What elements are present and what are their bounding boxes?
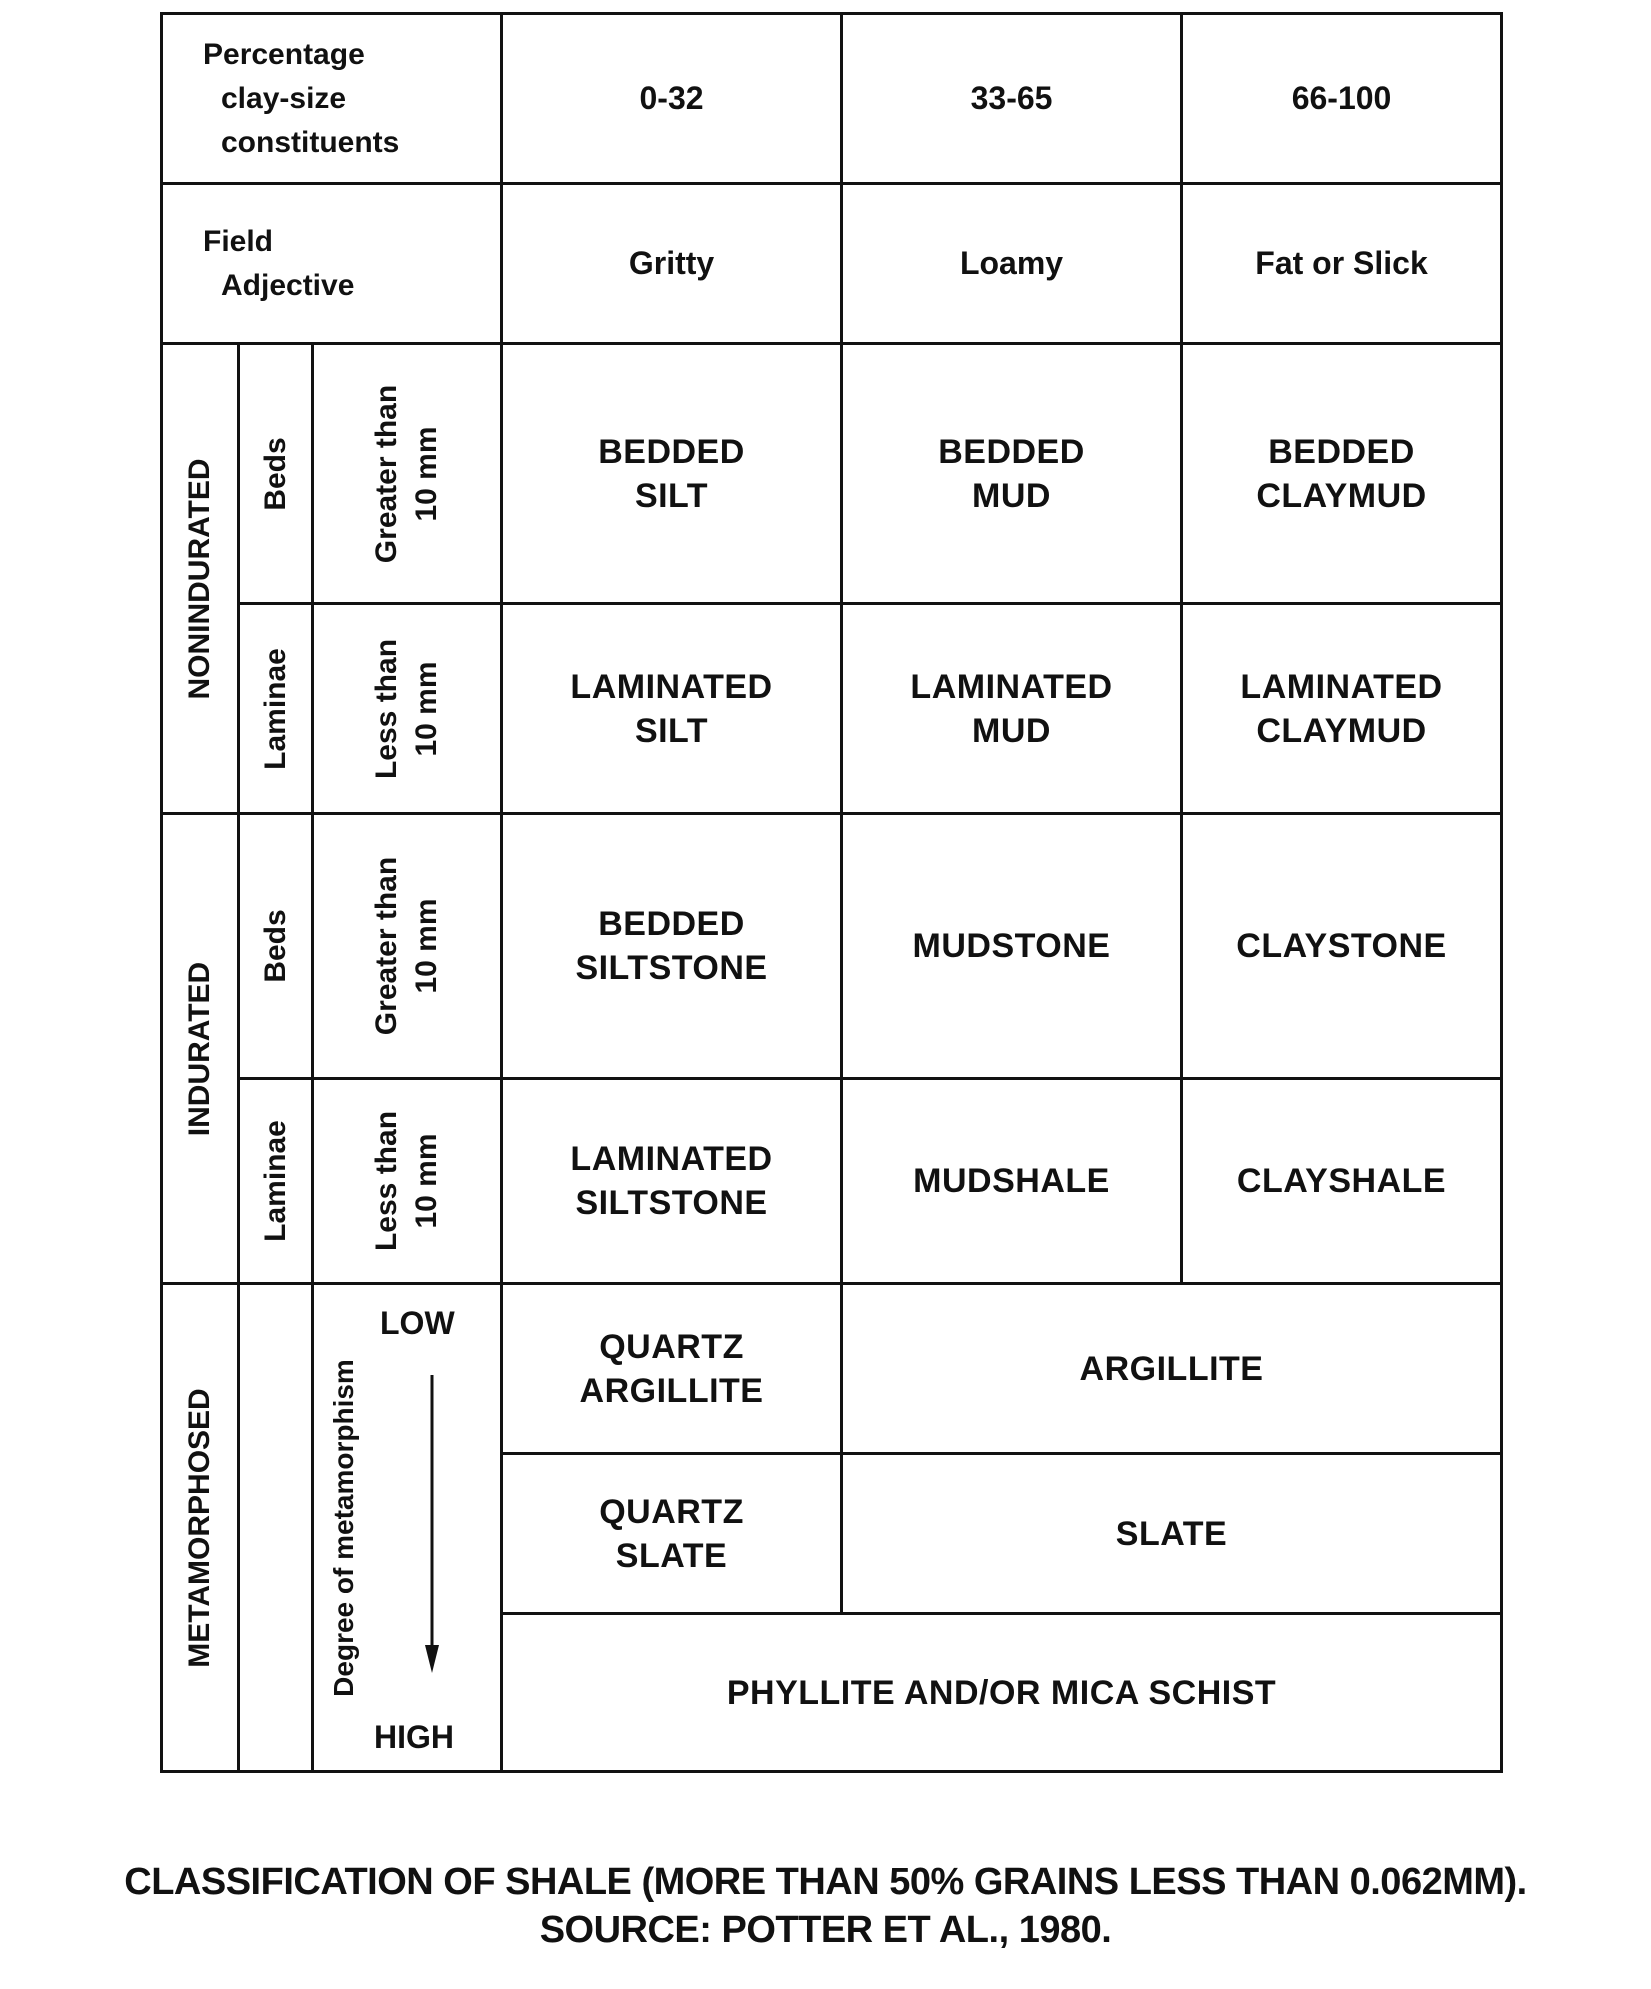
cell-text: SLATE (615, 1536, 728, 1575)
cell-phyllite-mica-schist (502, 1614, 1502, 1772)
cell-text: ARGILLITE (1079, 1349, 1264, 1388)
field-label-line-2: Adjective (221, 268, 355, 302)
group-nonindurated (162, 344, 239, 814)
down-arrow-icon (422, 1375, 442, 1675)
cell-text: SILTSTONE (575, 1184, 768, 1222)
thickness-less-line-1: Less than (370, 638, 403, 779)
layer-laminae-indurated (239, 1079, 313, 1284)
figure-caption (0, 1858, 1651, 1954)
cell-bedded-claymud (1182, 344, 1502, 604)
cell-text: BEDDED (938, 432, 1085, 471)
percentage-label-line-2: clay-size (221, 81, 347, 115)
header-row-field-adjective (162, 184, 1502, 344)
caption-source: SOURCE: POTTER ET AL., 1980. (539, 1909, 1112, 1951)
cell-text: PHYLLITE AND/OR MICA SCHIST (726, 1673, 1277, 1712)
cell-text: ARGILLITE (579, 1371, 764, 1410)
degree-of-metamorphism-label: Degree of metamorphism (328, 1358, 359, 1697)
cell-text: MUD (972, 476, 1051, 515)
caption-title: CLASSIFICATION OF SHALE (MORE THAN 50% GRAINS LESS THAN 0.062MM). (124, 1861, 1527, 1903)
group-nonindurated-label: NONINDURATED (183, 457, 216, 700)
cell-bedded-silt (502, 344, 842, 604)
field-adjective-gritty: Gritty (502, 184, 842, 344)
group-metamorphosed (162, 1284, 239, 1772)
cell-mudstone (842, 814, 1182, 1079)
row-metamorphosed-low (162, 1284, 1502, 1454)
thickness-less-indurated (313, 1079, 502, 1284)
cell-text: MUD (972, 711, 1051, 750)
range-0-32: 0-32 (502, 14, 842, 184)
thickness-greater-line-1: Greater than (370, 856, 403, 1036)
cell-claystone (1182, 814, 1502, 1079)
cell-text: CLAYMUD (1256, 476, 1427, 515)
classification-table-container (160, 12, 1500, 1770)
degree-of-metamorphism-scale (313, 1284, 502, 1772)
thickness-less-line-2: 10 mm (410, 1133, 443, 1229)
cell-text: MUDSHALE (913, 1162, 1110, 1200)
thickness-greater-nonindurated (313, 344, 502, 604)
cell-text: BEDDED (598, 432, 745, 471)
cell-text: SILTSTONE (575, 949, 768, 987)
percentage-label-line-3: constituents (221, 125, 400, 159)
thickness-greater-line-2: 10 mm (410, 425, 443, 522)
cell-text: LAMINATED (570, 667, 773, 706)
thickness-less-line-2: 10 mm (410, 660, 443, 757)
cell-text: LAMINATED (1240, 667, 1443, 706)
thickness-less-line-1: Less than (370, 1110, 403, 1252)
cell-quartz-slate (502, 1454, 842, 1614)
thickness-less-label (367, 1111, 447, 1251)
cell-text: LAMINATED (910, 667, 1113, 706)
thickness-greater-label (367, 857, 447, 1035)
metamorphosed-blank-cell (239, 1284, 313, 1772)
field-label-line-1: Field (203, 224, 274, 258)
percentage-label-line-1: Percentage (203, 37, 365, 71)
cell-text: SILT (634, 476, 709, 515)
layer-laminae-label: Laminae (258, 647, 292, 770)
range-66-100: 66-100 (1182, 14, 1502, 184)
cell-laminated-mud (842, 604, 1182, 814)
cell-bedded-mud (842, 344, 1182, 604)
layer-laminae-nonindurated (239, 604, 313, 814)
group-indurated (162, 814, 239, 1284)
cell-text: MUDSTONE (912, 927, 1111, 965)
cell-laminated-siltstone (502, 1079, 842, 1284)
cell-text: CLAYSTONE (1236, 927, 1447, 965)
range-33-65: 33-65 (842, 14, 1182, 184)
thickness-greater-label (367, 384, 447, 562)
shale-classification-table (160, 12, 1503, 1773)
row-indurated-beds (162, 814, 1502, 1079)
high-label: HIGH (374, 1719, 454, 1755)
header-row-percentage (162, 14, 1502, 184)
field-adjective-label (162, 184, 502, 344)
cell-mudshale (842, 1079, 1182, 1284)
thickness-less-label (367, 638, 447, 778)
cell-text: CLAYMUD (1256, 711, 1427, 750)
field-adjective-fat-or-slick: Fat or Slick (1182, 184, 1502, 344)
thickness-less-nonindurated (313, 604, 502, 814)
cell-clayshale (1182, 1079, 1502, 1284)
field-adjective-loamy: Loamy (842, 184, 1182, 344)
cell-text: LAMINATED (570, 1140, 773, 1178)
cell-text: QUARTZ (599, 1327, 744, 1366)
cell-laminated-claymud (1182, 604, 1502, 814)
cell-text: BEDDED (1268, 432, 1415, 471)
group-indurated-label: INDURATED (183, 961, 216, 1136)
cell-text: CLAYSHALE (1236, 1162, 1447, 1200)
cell-text: BEDDED (598, 905, 745, 943)
percentage-label (162, 14, 502, 184)
cell-laminated-silt (502, 604, 842, 814)
layer-beds-label: Beds (258, 909, 292, 983)
cell-text: SILT (634, 711, 709, 750)
group-metamorphosed-label: METAMORPHOSED (183, 1387, 216, 1668)
low-label: LOW (380, 1305, 455, 1341)
thickness-greater-line-1: Greater than (370, 384, 403, 563)
row-nonindurated-beds (162, 344, 1502, 604)
cell-quartz-argillite (502, 1284, 842, 1454)
row-nonindurated-laminae (162, 604, 1502, 814)
row-indurated-laminae (162, 1079, 1502, 1284)
layer-beds-nonindurated (239, 344, 313, 604)
cell-argillite (842, 1284, 1502, 1454)
cell-text: SLATE (1115, 1514, 1228, 1553)
degree-label-wrapper (316, 1285, 372, 1770)
layer-beds-indurated (239, 814, 313, 1079)
cell-text: QUARTZ (599, 1492, 744, 1531)
thickness-greater-line-2: 10 mm (410, 898, 443, 994)
layer-laminae-label: Laminae (258, 1120, 292, 1242)
layer-beds-label: Beds (258, 436, 292, 511)
cell-slate (842, 1454, 1502, 1614)
cell-bedded-siltstone (502, 814, 842, 1079)
thickness-greater-indurated (313, 814, 502, 1079)
